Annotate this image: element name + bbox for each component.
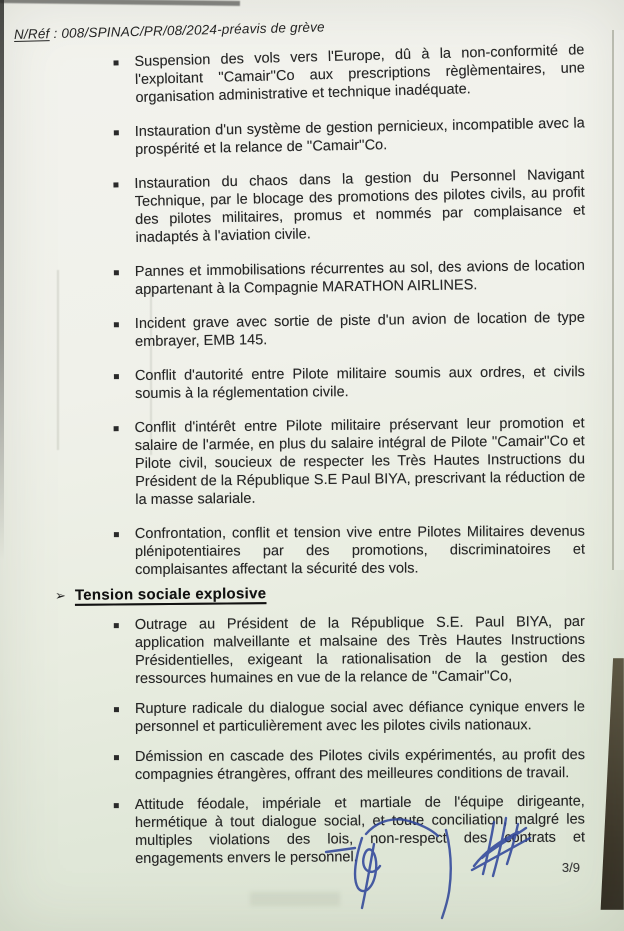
list-item: Conflit d'intérêt entre Pilote militaire préservant leur promotion et salaire de l'armée, en plus du salaire intégral de Pilote ''Camair''Co et Pilote civil, soucieux de respecter les Très Hautes Instructions du Président de la République S.E Paul BIYA, prescrivant la réduction de la masse salariale. <box>134 415 586 508</box>
social-tension-list <box>0 613 624 868</box>
list-item: Démission en cascade des Pilotes civils expérimentés, au profit des compagnies étrangères, offrant des meilleures conditions de travail. <box>134 747 585 783</box>
scan-left-edge-shadow <box>0 0 4 560</box>
arrow-bullet-icon: ➢ <box>54 587 66 603</box>
list-item: Incident grave avec sortie de piste d'un avion de location de type embrayer, EMB 145. <box>134 309 585 350</box>
list-item: Attitude féodale, impériale et martiale de l'équipe dirigeante, hermétique à tout dialogue social, et toute conciliation, malgré les multiples violations des lois, non-respect des contrats et engagements envers le personnel. <box>134 793 586 867</box>
reference-value: : 008/SPINAC/PR/08/2024-préavis de grève <box>49 19 325 42</box>
operational-grievances-list <box>0 42 624 579</box>
list-item: Instauration du chaos dans la gestion du Personnel Navigant Technique, par le blocage des promotions des pilotes civils, au profit des pilotes militaires, promus et nommés par complaisance et inadaptés à l'aviation civile. <box>134 166 586 246</box>
section-title: Tension sociale explosive <box>74 585 267 604</box>
list-item: Outrage au Président de la République S.E. Paul BIYA, par application malveillante et malsaine des Très Hautes Instructions Présidentielles, exigeant la rationalisation de la gestion des ressources humaines en vue de la relance de ''Camair''Co, <box>134 613 586 687</box>
reference-line <box>14 19 325 42</box>
document-body <box>0 42 624 868</box>
list-item: Conflit d'autorité entre Pilote militaire soumis aux ordres, et civils soumis à la réglementation civile. <box>134 364 585 402</box>
list-item: Pannes et immobilisations récurrentes au sol, des avions de location appartenant à la Compagnie MARATHON AIRLINES. <box>134 257 585 298</box>
section-heading <box>55 582 624 604</box>
page-number: 3/9 <box>561 860 580 875</box>
reference-label: N/Réf <box>13 26 50 42</box>
list-item: Instauration d'un système de gestion pernicieux, incompatible avec la prospérité et la relance de ''Camair''Co. <box>134 115 585 158</box>
list-item: Rupture radicale du dialogue social avec défiance cynique envers le personnel et particulièrement avec les pilotes civils nationaux. <box>134 699 585 735</box>
list-item: Confrontation, conflit et tension vive entre Pilotes Militaires devenus plénipotentiaires par des promotions, discriminatoires et complaisantes affectant la sécurité des vols. <box>134 523 586 578</box>
list-item: Suspension des vols vers l'Europe, dû à la non-conformité de l'exploitant ''Camair''Co aux prescriptions règlèmentaires, une organisation administrative et technique inadéquate. <box>134 42 586 106</box>
